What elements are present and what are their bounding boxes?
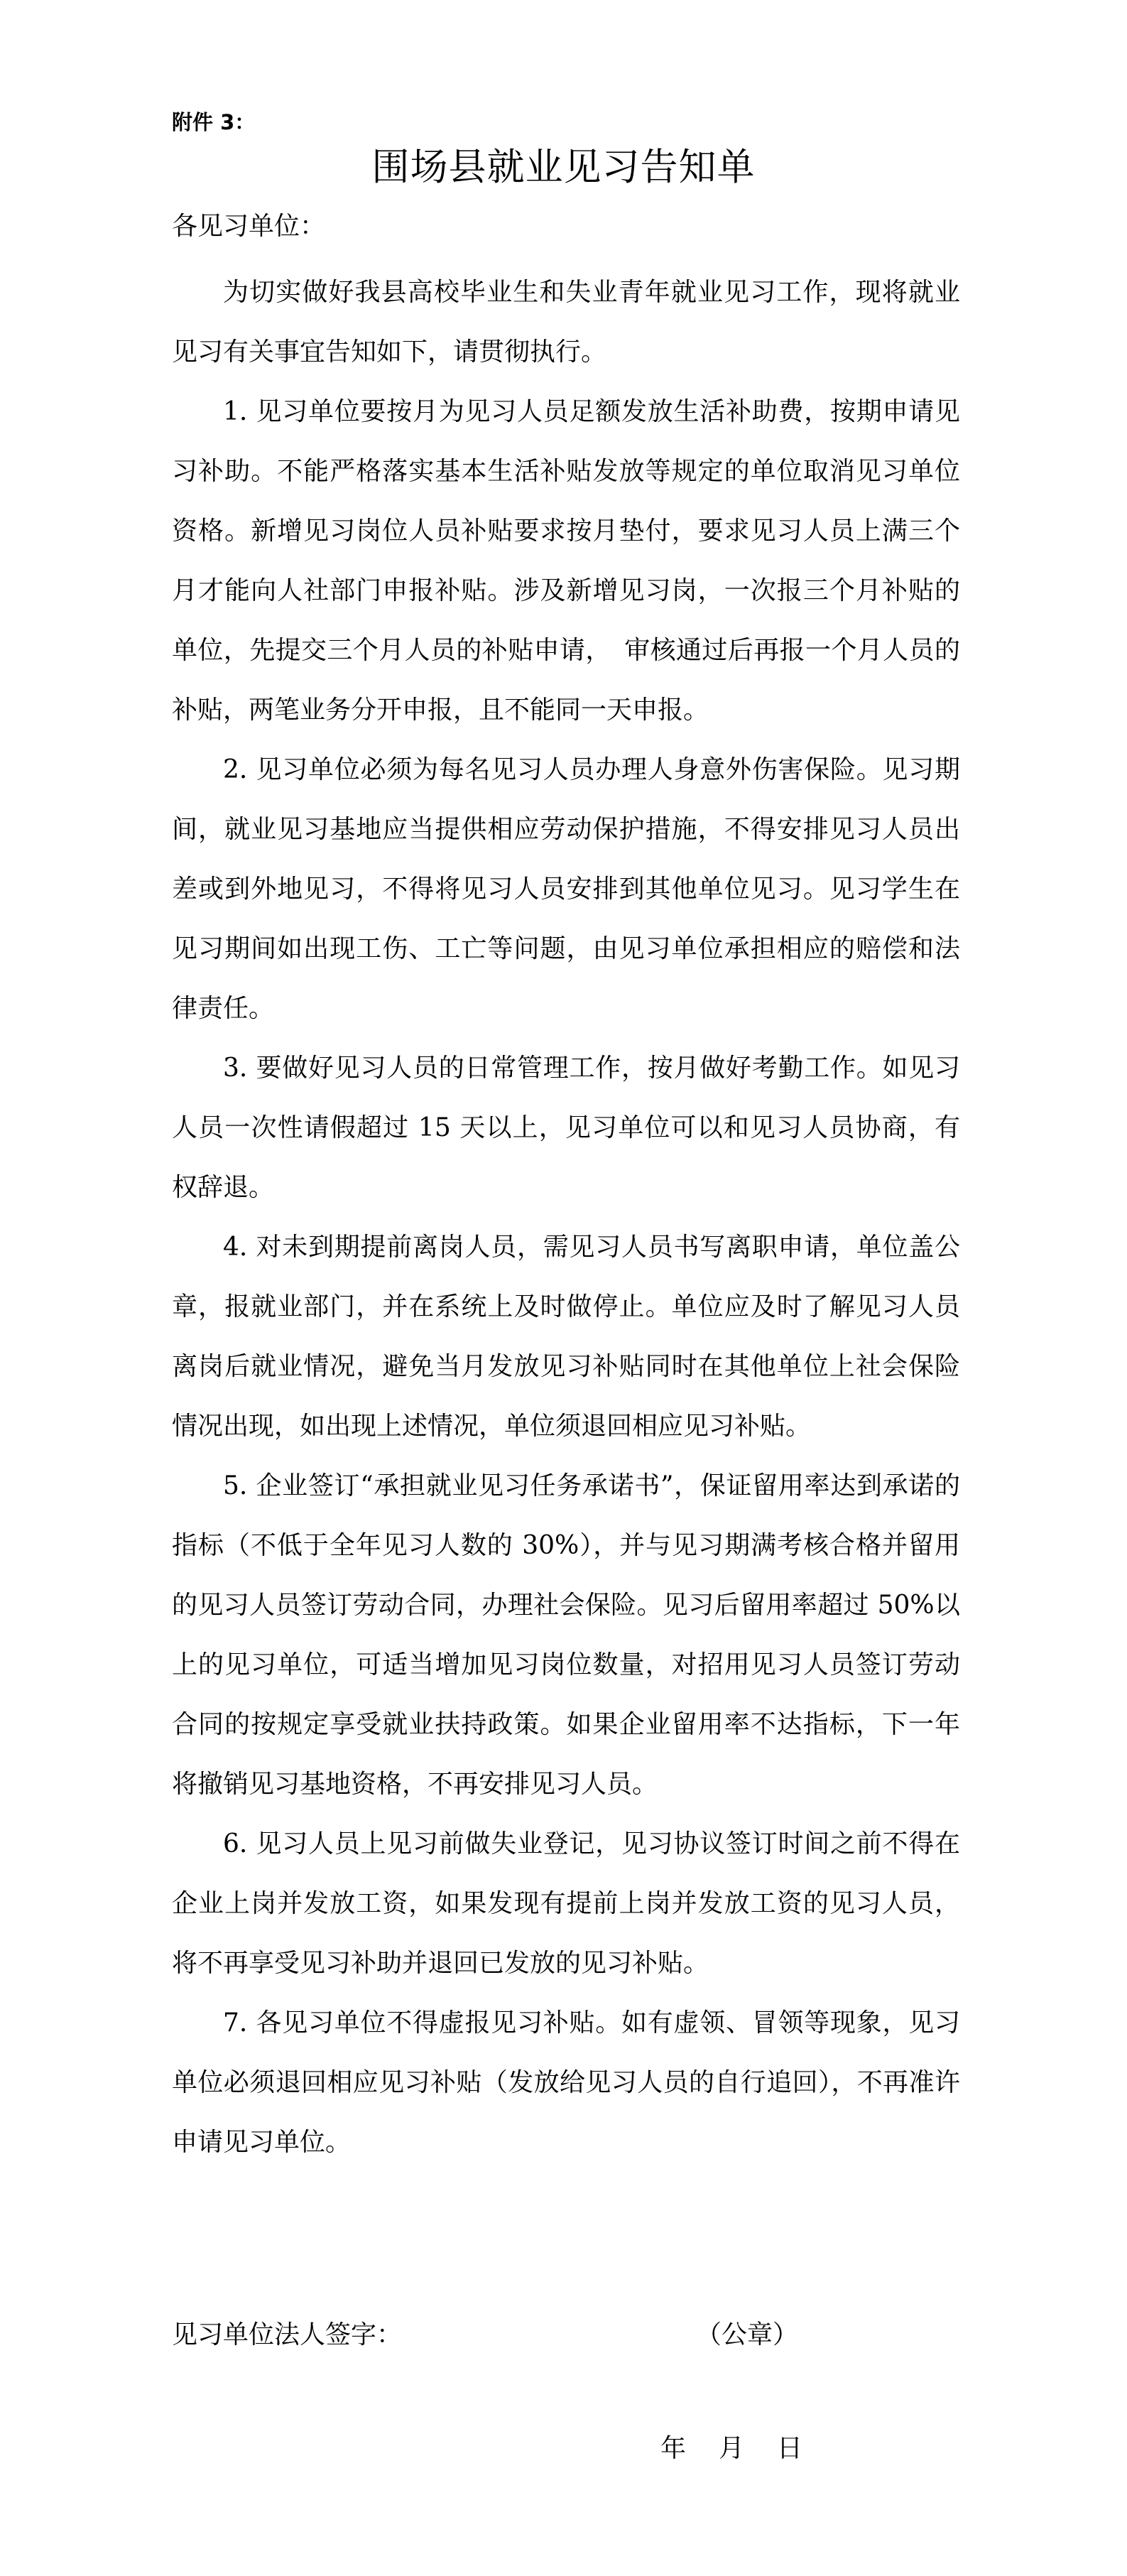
date-year-label: 年: [660, 2434, 687, 2463]
date-line: [660, 2431, 802, 2467]
clause-6-paragraph: 6. 见习人员上见习前做失业登记，见习协议签订时间之前不得在企业上岗并发放工资，如果发现有提前上岗并发放工资的见习人员，将不再享受见习补助并退回已发放的见习补贴。: [172, 1829, 960, 1978]
clause-1-paragraph: 1. 见习单位要按月为见习人员足额发放生活补助费，按期申请见习补助。不能严格落实基本生活补贴发放等规定的单位取消见习单位资格。新增见习岗位人员补贴要求按月垫付，要求见习人员上满三个月才能向人社部门申报补贴。涉及新增见习岗，一次报三个月补贴的单位，先提交三个月人员的补贴申请， 审核通过后再报一个月人员的补贴，两笔业务分开申报，且不能同一天申报。: [172, 397, 960, 725]
intro-paragraph: 为切实做好我县高校毕业生和失业青年就业见习工作，现将就业见习有关事宜告知如下，请贯彻执行。: [172, 278, 960, 367]
official-seal-label: （公章）: [696, 2320, 799, 2349]
date-day-label: 日: [777, 2434, 803, 2463]
legal-representative-signature-label: 见习单位法人签字：: [172, 2320, 403, 2349]
clause-3-paragraph: 3. 要做好见习人员的日常管理工作，按月做好考勤工作。如见习人员一次性请假超过 15 天以上，见习单位可以和见习人员协商，有权辞退。: [172, 1054, 960, 1202]
date-month-label: 月: [719, 2434, 745, 2463]
document-body: [172, 263, 960, 2172]
clause-5-paragraph: 5. 企业签订“承担就业见习任务承诺书”，保证留用率达到承诺的指标（不低于全年见习人数的 30%），并与见习期满考核合格并留用的见习人员签订劳动合同，办理社会保险。见习后留用率超过 50%以上的见习单位，可适当增加见习岗位数量，对招用见习人员签订劳动合同的按规定享受就业扶持政策。如果企业留用率不达指标，下一年将撤销见习基地资格，不再安排见习人员。: [172, 1471, 960, 1799]
salutation: 各见习单位：: [172, 212, 326, 241]
document-title: 围场县就业见习告知单: [371, 146, 756, 189]
clause-7-paragraph: 7. 各见习单位不得虚报见习补贴。如有虚领、冒领等现象，见习单位必须退回相应见习补贴（发放给见习人员的自行追回），不再准许申请见习单位。: [172, 2008, 960, 2157]
attachment-label: 附件 3：: [172, 110, 256, 134]
clause-2-paragraph: 2. 见习单位必须为每名见习人员办理人身意外伤害保险。见习期间，就业见习基地应当提供相应劳动保护措施，不得安排见习人员出差或到外地见习，不得将见习人员安排到其他单位见习。见习学生在见习期间如出现工伤、工亡等问题，由见习单位承担相应的赔偿和法律责任。: [172, 755, 960, 1023]
clause-4-paragraph: 4. 对未到期提前离岗人员，需见习人员书写离职申请，单位盖公章，报就业部门，并在系统上及时做停止。单位应及时了解见习人员离岗后就业情况，避免当月发放见习补贴同时在其他单位上社会保险情况出现，如出现上述情况，单位须退回相应见习补贴。: [172, 1233, 960, 1441]
